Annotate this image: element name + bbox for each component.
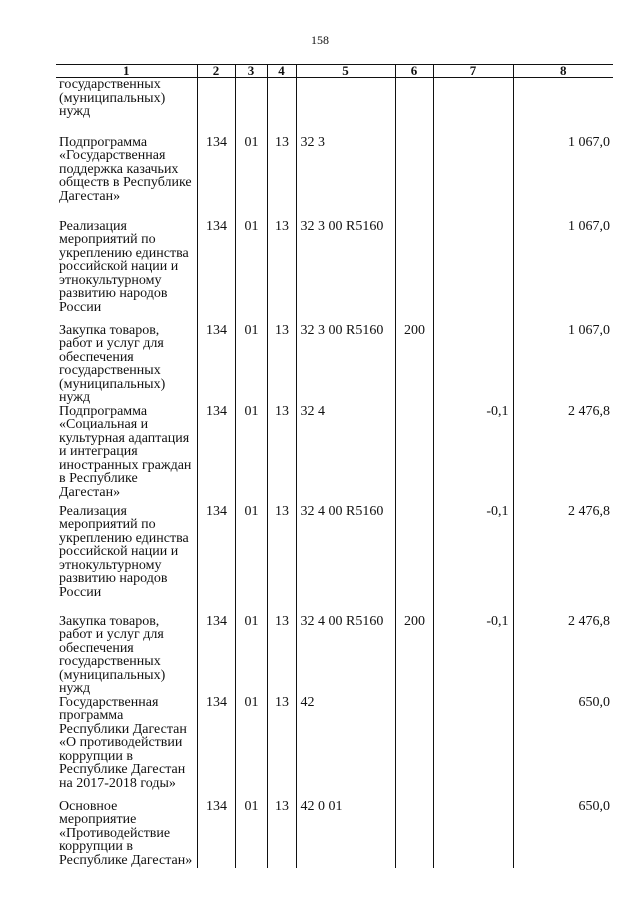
row-expense-type-cell [395, 78, 433, 136]
row-change-cell [433, 324, 513, 405]
row-expense-type-cell [395, 696, 433, 800]
header-col-7: 7 [433, 65, 513, 78]
row-name-cell: Закупка товаров, работ и услуг для обеспечения государственных (муниципальных) нужд [59, 322, 166, 405]
row-name-cell: государственных (муниципальных) нужд [59, 77, 166, 119]
row-expense-type-cell: 200 [395, 615, 433, 696]
row-name-cell: Реализация мероприятий по укреплению единства российской нации и этнокультурному развитию народов России [59, 503, 189, 600]
row-target-article-cell: 32 4 [296, 405, 395, 505]
row-name-cell: Закупка товаров, работ и услуг для обеспечения государственных (муниципальных) нужд [59, 613, 166, 696]
row-change-cell: -0,1 [433, 505, 513, 615]
budget-table [56, 64, 613, 868]
row-subsection-cell: 13 [267, 696, 296, 800]
row-name-cell: Подпрограмма «Государственная поддержка казачьих обществ в Республике Дагестан» [59, 134, 192, 204]
row-amount-cell: 1 067,0 [513, 324, 613, 405]
row-admin-code-cell: 134 [197, 696, 235, 800]
row-admin-code-cell [197, 78, 235, 136]
row-target-article-cell: 42 [296, 696, 395, 800]
row-expense-type-cell [395, 136, 433, 220]
row-change-cell [433, 220, 513, 324]
row-subsection-cell: 13 [267, 505, 296, 615]
row-name-cell: Основное мероприятие «Противодействие коррупции в Республике Дагестан» [59, 798, 193, 868]
row-expense-type-cell: 200 [395, 324, 433, 405]
table-header-row [56, 65, 613, 78]
row-section-cell: 01 [235, 696, 267, 800]
row-target-article-cell: 32 3 [296, 136, 395, 220]
row-change-cell [433, 696, 513, 800]
header-col-4: 4 [267, 65, 296, 78]
row-subsection-cell: 13 [267, 136, 296, 220]
header-col-2: 2 [197, 65, 235, 78]
row-target-article-cell: 32 4 00 R5160 [296, 615, 395, 696]
row-amount-cell: 2 476,8 [513, 615, 613, 696]
row-target-article-cell [296, 78, 395, 136]
row-admin-code-cell: 134 [197, 220, 235, 324]
table-row [56, 405, 613, 505]
table-row [56, 220, 613, 324]
row-expense-type-cell [395, 505, 433, 615]
row-subsection-cell: 13 [267, 800, 296, 868]
header-col-8: 8 [513, 65, 613, 78]
table-row [56, 78, 613, 136]
row-name-cell: Реализация мероприятий по укреплению единства российской нации и этнокультурному развитию народов России [59, 218, 189, 315]
row-expense-type-cell [395, 800, 433, 868]
row-subsection-cell: 13 [267, 220, 296, 324]
header-col-1: 1 [56, 65, 197, 78]
row-amount-cell: 2 476,8 [513, 505, 613, 615]
row-change-cell: -0,1 [433, 405, 513, 505]
header-col-5: 5 [296, 65, 395, 78]
row-expense-type-cell [395, 405, 433, 505]
row-subsection-cell: 13 [267, 405, 296, 505]
row-admin-code-cell: 134 [197, 615, 235, 696]
row-section-cell: 01 [235, 405, 267, 505]
row-name-cell: Государственная программа Республики Дагестан «О противодействии коррупции в Республике Дагестан на 2017-2018 годы» [59, 694, 187, 791]
row-section-cell: 01 [235, 220, 267, 324]
row-change-cell [433, 78, 513, 136]
row-target-article-cell: 32 3 00 R5160 [296, 220, 395, 324]
row-section-cell: 01 [235, 615, 267, 696]
row-amount-cell: 1 067,0 [513, 220, 613, 324]
table-body [56, 78, 613, 868]
page-number: 158 [311, 33, 329, 47]
row-admin-code-cell: 134 [197, 324, 235, 405]
table-row [56, 324, 613, 405]
row-section-cell: 01 [235, 136, 267, 220]
row-admin-code-cell: 134 [197, 136, 235, 220]
row-admin-code-cell: 134 [197, 800, 235, 868]
row-amount-cell: 2 476,8 [513, 405, 613, 505]
row-target-article-cell: 32 4 00 R5160 [296, 505, 395, 615]
row-admin-code-cell: 134 [197, 405, 235, 505]
row-expense-type-cell [395, 220, 433, 324]
header-col-3: 3 [235, 65, 267, 78]
row-amount-cell: 1 067,0 [513, 136, 613, 220]
row-section-cell [235, 78, 267, 136]
table-row [56, 136, 613, 220]
row-target-article-cell: 32 3 00 R5160 [296, 324, 395, 405]
row-amount-cell: 650,0 [513, 800, 613, 868]
row-subsection-cell [267, 78, 296, 136]
table-row [56, 800, 613, 868]
header-col-6: 6 [395, 65, 433, 78]
row-amount-cell: 650,0 [513, 696, 613, 800]
table-row [56, 505, 613, 615]
row-change-cell: -0,1 [433, 615, 513, 696]
row-change-cell [433, 800, 513, 868]
row-subsection-cell: 13 [267, 615, 296, 696]
row-subsection-cell: 13 [267, 324, 296, 405]
table-row [56, 615, 613, 696]
row-change-cell [433, 136, 513, 220]
row-admin-code-cell: 134 [197, 505, 235, 615]
row-amount-cell [513, 78, 613, 136]
row-name-cell: Подпрограмма «Социальная и культурная адаптация и интеграция иностранных граждан в Республике Дагестан» [59, 403, 192, 500]
row-section-cell: 01 [235, 324, 267, 405]
row-section-cell: 01 [235, 800, 267, 868]
table-row [56, 696, 613, 800]
row-section-cell: 01 [235, 505, 267, 615]
row-target-article-cell: 42 0 01 [296, 800, 395, 868]
